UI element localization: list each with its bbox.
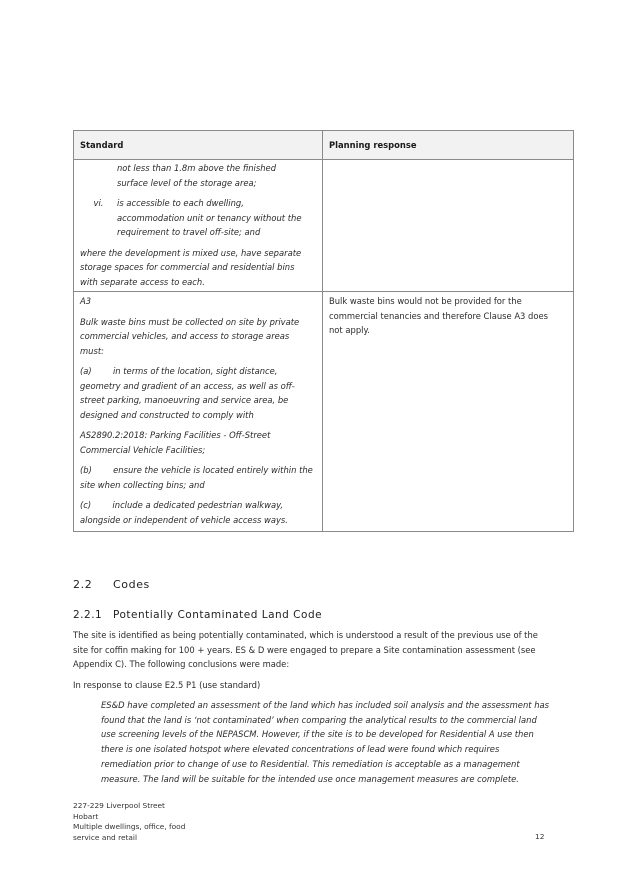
list-item-text: requirement to travel off-site; and [117, 227, 261, 237]
list-item-vi [80, 196, 316, 240]
clause-b-text: (b) ensure the vehicle is located entirely within the [80, 465, 313, 475]
section-heading [73, 578, 150, 591]
paragraph-line: Appendix C). The following conclusions were made: [73, 659, 290, 670]
clause-a-text: geometry and gradient of an access, as well as off- [80, 380, 295, 391]
page-number: 12 [535, 832, 545, 841]
subsection-heading [73, 609, 322, 621]
list-numeral: vi. [93, 198, 104, 208]
column-header-planning-response: Planning response [323, 131, 574, 160]
table-row [74, 292, 574, 532]
continued-line: surface level of the storage area; [117, 177, 257, 188]
section-number: 2.2 [73, 578, 93, 591]
mixed-use-text: with separate access to each. [80, 276, 205, 287]
clause-b-text: site when collecting bins; and [80, 479, 205, 490]
response-cell [323, 292, 574, 532]
quote-line: remediation prior to change of use to Residential. This remediation is acceptable as a management [101, 758, 520, 769]
footer-line: 227-229 Liverpool Street [73, 801, 165, 810]
footer-line: service and retail [73, 832, 138, 842]
clause-a-text: (a) in terms of the location, sight distance, [80, 366, 278, 376]
table-header-row [74, 131, 574, 160]
response-text: commercial tenancies and therefore Clause A3 does [329, 310, 548, 321]
response-text: not apply. [329, 325, 370, 335]
clause-a-text: designed and constructed to comply with [80, 409, 254, 420]
quote-line: ES&D have completed an assessment of the land which has included soil analysis and the assessment has [101, 700, 550, 710]
clause-a-text: street parking, manoeuvring and service area, be [80, 395, 289, 405]
quoted-conclusion [101, 698, 549, 786]
list-item-text: accommodation unit or tenancy without the [117, 212, 302, 223]
mixed-use-text: where the development is mixed use, have separate [80, 247, 302, 258]
acceptable-solution-label: A3 [80, 296, 92, 306]
standard-text: commercial vehicles, and access to storage areas [80, 331, 290, 341]
section-title: Codes [113, 578, 150, 591]
mixed-use-text: storage spaces for commercial and residential bins [80, 262, 295, 272]
quote-line: measure. The land will be suitable for the intended use once management measures are complete. [101, 773, 519, 784]
quote-line: there is one isolated hotspot where elevated concentrations of lead were found which requires [101, 744, 500, 755]
standard-text: Bulk waste bins must be collected on site by private [80, 316, 300, 327]
body-paragraph [73, 628, 549, 672]
subsection-number: 2.2.1 [73, 609, 103, 621]
standard-reference: Commercial Vehicle Facilities; [80, 444, 206, 455]
footer-line: Hobart [73, 811, 99, 821]
standards-table [73, 130, 574, 532]
list-item-text: is accessible to each dwelling, [117, 198, 244, 208]
paragraph-line: site for coffin making for 100 + years. ES & D were engaged to prepare a Site contamination assessment (see [73, 644, 536, 655]
continued-line: not less than 1.8m above the finished [117, 163, 277, 173]
clause-c-text: (c) include a dedicated pedestrian walkway, [80, 500, 284, 510]
quote-line: found that the land is ‘not contaminated’ when comparing the analytical results to the commercial land [101, 714, 537, 725]
response-text: Bulk waste bins would not be provided for the [329, 296, 522, 306]
column-header-standard: Standard [74, 131, 323, 160]
quote-line: use screening levels of the NEPASCM. However, if the site is to be developed for Residential A use then [101, 729, 534, 740]
clause-c-text: alongside or independent of vehicle access ways. [80, 514, 288, 525]
response-cell [323, 160, 574, 292]
standard-reference: AS2890.2:2018: Parking Facilities - Off-Street [80, 430, 271, 440]
standard-text: must: [80, 345, 104, 356]
standard-cell [74, 160, 323, 292]
subsection-title: Potentially Contaminated Land Code [113, 609, 323, 621]
page-footer [73, 801, 185, 843]
standard-cell [74, 292, 323, 532]
paragraph-line: The site is identified as being potentially contaminated, which is understood a result of the previous use of the [73, 630, 538, 640]
footer-line: Multiple dwellings, office, food [73, 822, 186, 832]
clause-reference: In response to clause E2.5 P1 (use standard) [73, 680, 261, 690]
table-row [74, 160, 574, 292]
